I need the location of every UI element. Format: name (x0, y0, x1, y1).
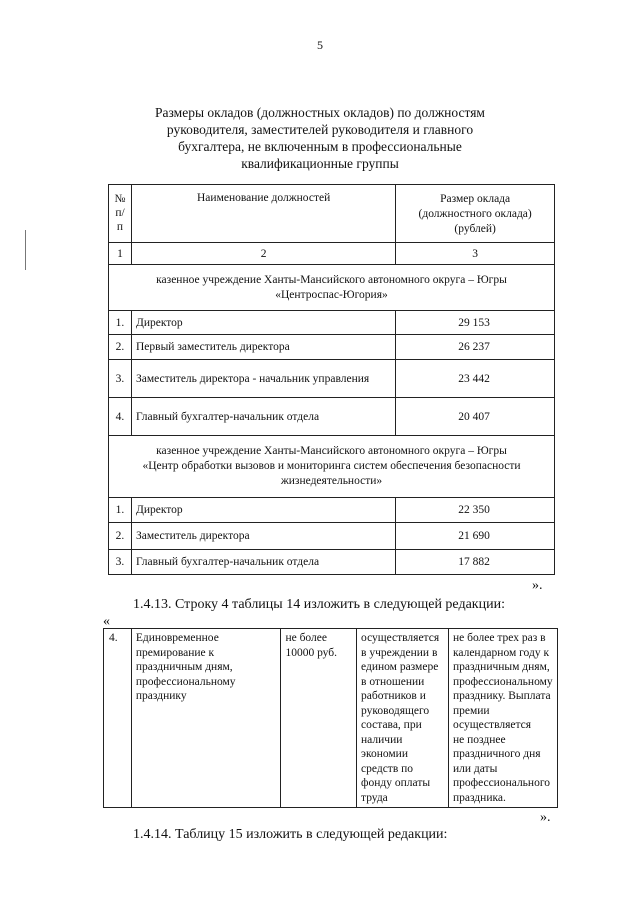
row-number: 1. (109, 311, 132, 335)
page-title (120, 104, 520, 172)
position-name: Заместитель директора - начальник управления (131, 360, 395, 398)
index-cell: 2 (131, 243, 395, 265)
position-name: Директор (131, 311, 395, 335)
bonus-table (103, 628, 558, 808)
table-row (109, 550, 555, 575)
bonus-name: Единовременное премирование к праздничным дням, профессиональному празднику (131, 629, 281, 808)
bonus-conditions: осуществляется в учреждении в едином размере в отношении работников и руководящего состава, при наличии экономии средств по фонду оплаты труда (357, 629, 449, 808)
salary-value: 29 153 (396, 311, 555, 335)
salary-value: 22 350 (396, 498, 555, 523)
index-cell: 1 (109, 243, 132, 265)
page-number: 5 (317, 38, 323, 52)
table-row (109, 523, 555, 550)
position-name: Первый заместитель директора (131, 335, 395, 360)
row-number: 2. (109, 335, 132, 360)
opening-quote: « (103, 614, 110, 629)
position-name: Главный бухгалтер-начальник отдела (131, 398, 395, 436)
salary-value: 21 690 (396, 523, 555, 550)
table-row (109, 498, 555, 523)
header-number: № п/п (109, 185, 132, 243)
title-line: бухгалтера, не включенным в профессиональные (178, 139, 462, 154)
index-row (109, 243, 555, 265)
row-number: 3. (109, 550, 132, 575)
section-title: казенное учреждение Ханты-Мансийского автономного округа – Югры «Центр обработки вызовов и мониторинга систем обеспечения безопасности жизнедеятельности» (109, 436, 555, 498)
table-row (104, 629, 558, 808)
salary-value: 23 442 (396, 360, 555, 398)
header-position: Наименование должностей (131, 185, 395, 243)
title-line: Размеры окладов (должностных окладов) по должностям (155, 105, 485, 120)
salary-value: 17 882 (396, 550, 555, 575)
row-number: 4. (109, 398, 132, 436)
position-name: Главный бухгалтер-начальник отдела (131, 550, 395, 575)
margin-mark (25, 230, 26, 270)
closing-quote: ». (532, 578, 543, 593)
title-line: квалификационные группы (241, 156, 399, 171)
row-number: 4. (104, 629, 132, 808)
table-row (109, 335, 555, 360)
table-row (109, 311, 555, 335)
section-header (109, 436, 555, 498)
position-name: Директор (131, 498, 395, 523)
table-row (109, 360, 555, 398)
paragraph-1-4-14: 1.4.14. Таблицу 15 изложить в следующей редакции: (133, 827, 448, 842)
row-number: 1. (109, 498, 132, 523)
salary-value: 20 407 (396, 398, 555, 436)
table-row (109, 398, 555, 436)
header-row (109, 185, 555, 243)
position-name: Заместитель директора (131, 523, 395, 550)
bonus-amount: не более 10000 руб. (281, 629, 357, 808)
row-number: 2. (109, 523, 132, 550)
salary-value: 26 237 (396, 335, 555, 360)
section-header (109, 265, 555, 311)
header-salary: Размер оклада (должностного оклада) (рублей) (396, 185, 555, 243)
closing-quote: ». (540, 810, 551, 825)
index-cell: 3 (396, 243, 555, 265)
row-number: 3. (109, 360, 132, 398)
section-title: казенное учреждение Ханты-Мансийского автономного округа – Югры «Центроспас-Югория» (109, 265, 555, 311)
paragraph-1-4-13: 1.4.13. Строку 4 таблицы 14 изложить в следующей редакции: (133, 597, 505, 612)
title-line: руководителя, заместителей руководителя и главного (166, 122, 474, 137)
bonus-frequency: не более трех раз в календарном году к праздничным дням, профессиональному празднику. Выплата премии осуществляется не позднее праздничного дня или даты профессионального праздника. (448, 629, 557, 808)
salary-table (108, 184, 555, 575)
